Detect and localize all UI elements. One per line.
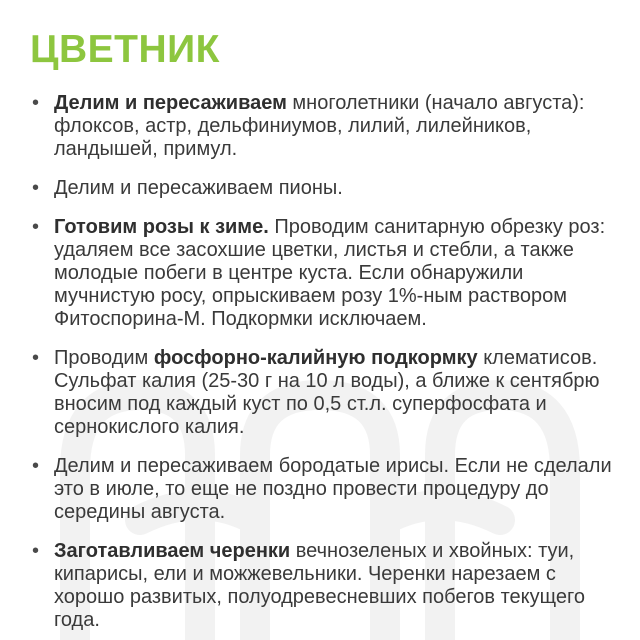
bullet-icon: • — [32, 216, 40, 238]
item-bold: Готовим розы к зиме. — [54, 216, 269, 238]
list-item — [30, 216, 620, 331]
bullet-icon: • — [32, 92, 40, 114]
item-bold: Заготавливаем черенки — [54, 540, 291, 562]
item-text: многолетники (начало августа): флоксов, астр, дельфиниумов, лилий, лилейников, ландышей, примул. — [54, 92, 585, 160]
list-item — [30, 92, 620, 161]
tips-list — [30, 92, 620, 632]
list-item — [30, 347, 620, 439]
item-bold: Делим и пересаживаем — [54, 92, 287, 114]
bullet-icon: • — [32, 177, 40, 199]
item-text: Делим и пересаживаем пионы. — [54, 177, 343, 199]
bullet-icon: • — [32, 347, 40, 369]
list-item — [30, 455, 620, 524]
bullet-icon: • — [32, 540, 40, 562]
item-text: вечнозеленых и хвойных: туи, кипарисы, ели и можжевельники. Черенки нарезаем с хорошо развитых, полуодревесневших побегов текущего года. — [54, 540, 585, 631]
item-text: клематисов. Сульфат калия (25-30 г на 10 л воды), а ближе к сентябрю вносим под каждый куст по 0,5 ст.л. суперфосфата и сернокислого калия. — [54, 347, 600, 438]
item-text: Делим и пересаживаем бородатые ирисы. Если не сделали это в июле, то еще не поздно провести процедуру до середины августа. — [54, 455, 612, 523]
item-pre: Проводим — [54, 347, 154, 369]
page-title: ЦВЕТНИК — [30, 28, 220, 71]
item-text: Проводим санитарную обрезку роз: удаляем все засохшие цветки, листья и стебли, а также молодые побеги в центре куста. Если обнаружили мучнистую росу, опрыскиваем розу 1%-ным раствором Фитоспорина-М. Подкормки исключаем. — [54, 216, 606, 330]
item-bold: фосфорно-калийную подкормку — [153, 347, 478, 369]
bullet-icon: • — [32, 455, 40, 477]
list-item — [30, 177, 620, 200]
list-item — [30, 540, 620, 632]
